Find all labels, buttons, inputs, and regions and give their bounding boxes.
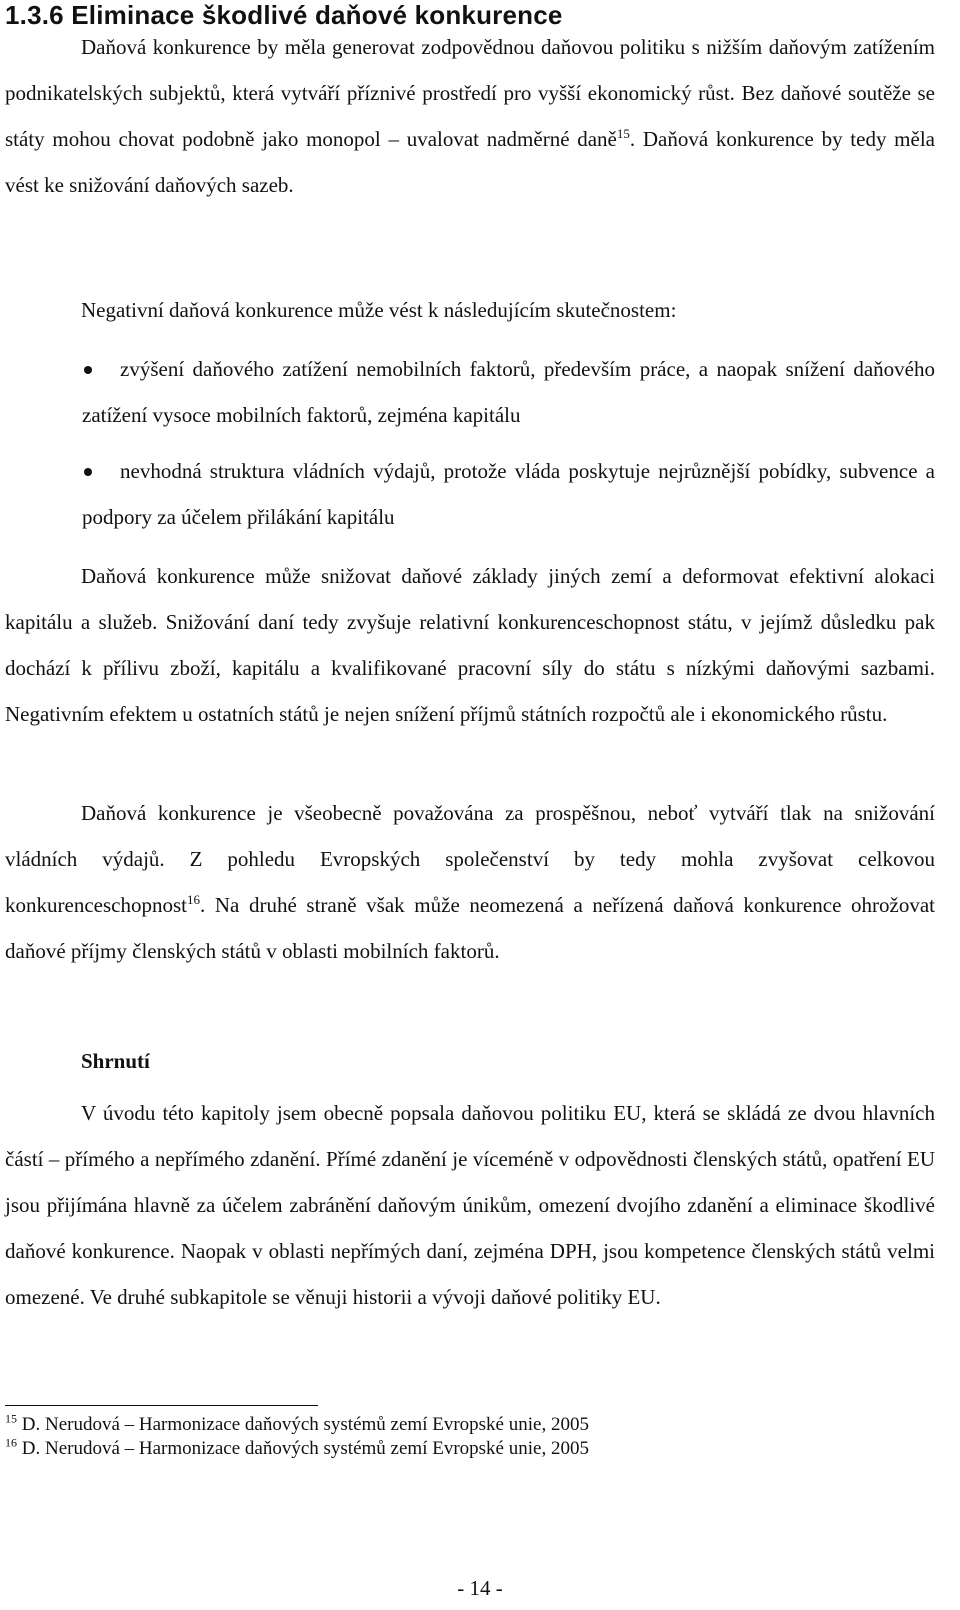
footnote-text: D. Nerudová – Harmonizace daňových systémů zemí Evropské unie, 2005 (21, 1414, 589, 1435)
bullet-text: zvýšení daňového zatížení nemobilních faktorů, především práce, a naopak snížení daňového zatížení vysoce mobilních faktorů, zejména kapitálu (82, 357, 935, 427)
paragraph-1 (5, 24, 935, 208)
footnote-ref-16[interactable]: 16 (186, 892, 200, 907)
footnote-divider (5, 1405, 318, 1406)
paragraph-3: Daňová konkurence může snižovat daňové základy jiných zemí a deformovat efektivní alokaci kapitálu a služeb. Snižování daní tedy zvyšuje relativní konkurenceschopnost státu, v jejímž důsledku pak dochází k přílivu zboží, kapitálu a kvalifikované pracovní síly do státu s nízkými daňovými sazbami. Negativním efektem u ostatních států je nejen snížení příjmů státních rozpočtů ale i ekonomického růstu. (5, 564, 935, 726)
footnote-15 (5, 1412, 589, 1438)
section-heading: 1.3.6 Eliminace škodlivé daňové konkurence (5, 0, 563, 30)
page-number: - 14 - (457, 1576, 503, 1600)
bullet-dot-icon (84, 468, 92, 476)
paragraph-2: Negativní daňová konkurence může vést k následujícím skutečnostem: (81, 298, 677, 322)
paragraph-1-text-b: . Daňová konkurence by tedy měla vést ke snižování daňových sazeb. (5, 127, 935, 197)
paragraph-5: V úvodu této kapitoly jsem obecně popsala daňovou politiku EU, která se skládá ze dvou hlavních částí – přímého a nepřímého zdanění. Přímé zdanění je víceméně v odpovědnosti členských států, opatření EU jsou přijímána hlavně za účelem zabránění daňovým únikům, omezení dvojího zdanění a eliminace škodlivé daňové konkurence. Naopak v oblasti nepřímých daní, zejména DPH, jsou kompetence členských států velmi omezené. Ve druhé subkapitole se věnuji historii a vývoji daňové politiky EU. (5, 1101, 935, 1309)
paragraph-4-text-a: Daňová konkurence je všeobecně považována za prospěšnou, neboť vytváří tlak na snižování vládních výdajů. Z pohledu Evropských společenství by tedy mohla zvyšovat celkovou konkurenceschopnost (5, 801, 935, 917)
bullet-item (82, 448, 935, 540)
footnote-number: 15 (5, 1411, 17, 1426)
footnote-16 (5, 1436, 589, 1462)
bullet-dot-icon (84, 366, 92, 374)
paragraph-4-text-b: . Na druhé straně však může neomezená a neřízená daňová konkurence ohrožovat daňové příjmy členských států v oblasti mobilních faktorů. (5, 893, 935, 963)
summary-heading: Shrnutí (81, 1049, 150, 1073)
footnote-ref-15[interactable]: 15 (616, 126, 630, 141)
footnote-number: 16 (5, 1435, 17, 1450)
bullet-item (82, 346, 935, 438)
bullet-text: nevhodná struktura vládních výdajů, protože vláda poskytuje nejrůznější pobídky, subvence a podpory za účelem přilákání kapitálu (82, 459, 935, 529)
footnote-text: D. Nerudová – Harmonizace daňových systémů zemí Evropské unie, 2005 (21, 1438, 589, 1459)
paragraph-1-text-a: Daňová konkurence by měla generovat zodpovědnou daňovou politiku s nižším daňovým zatížením podnikatelských subjektů, která vytváří příznivé prostředí pro vyšší ekonomický růst. Bez daňové soutěže se státy mohou chovat podobně jako monopol – uvalovat nadměrné daně (5, 35, 935, 151)
paragraph-4 (5, 790, 935, 974)
